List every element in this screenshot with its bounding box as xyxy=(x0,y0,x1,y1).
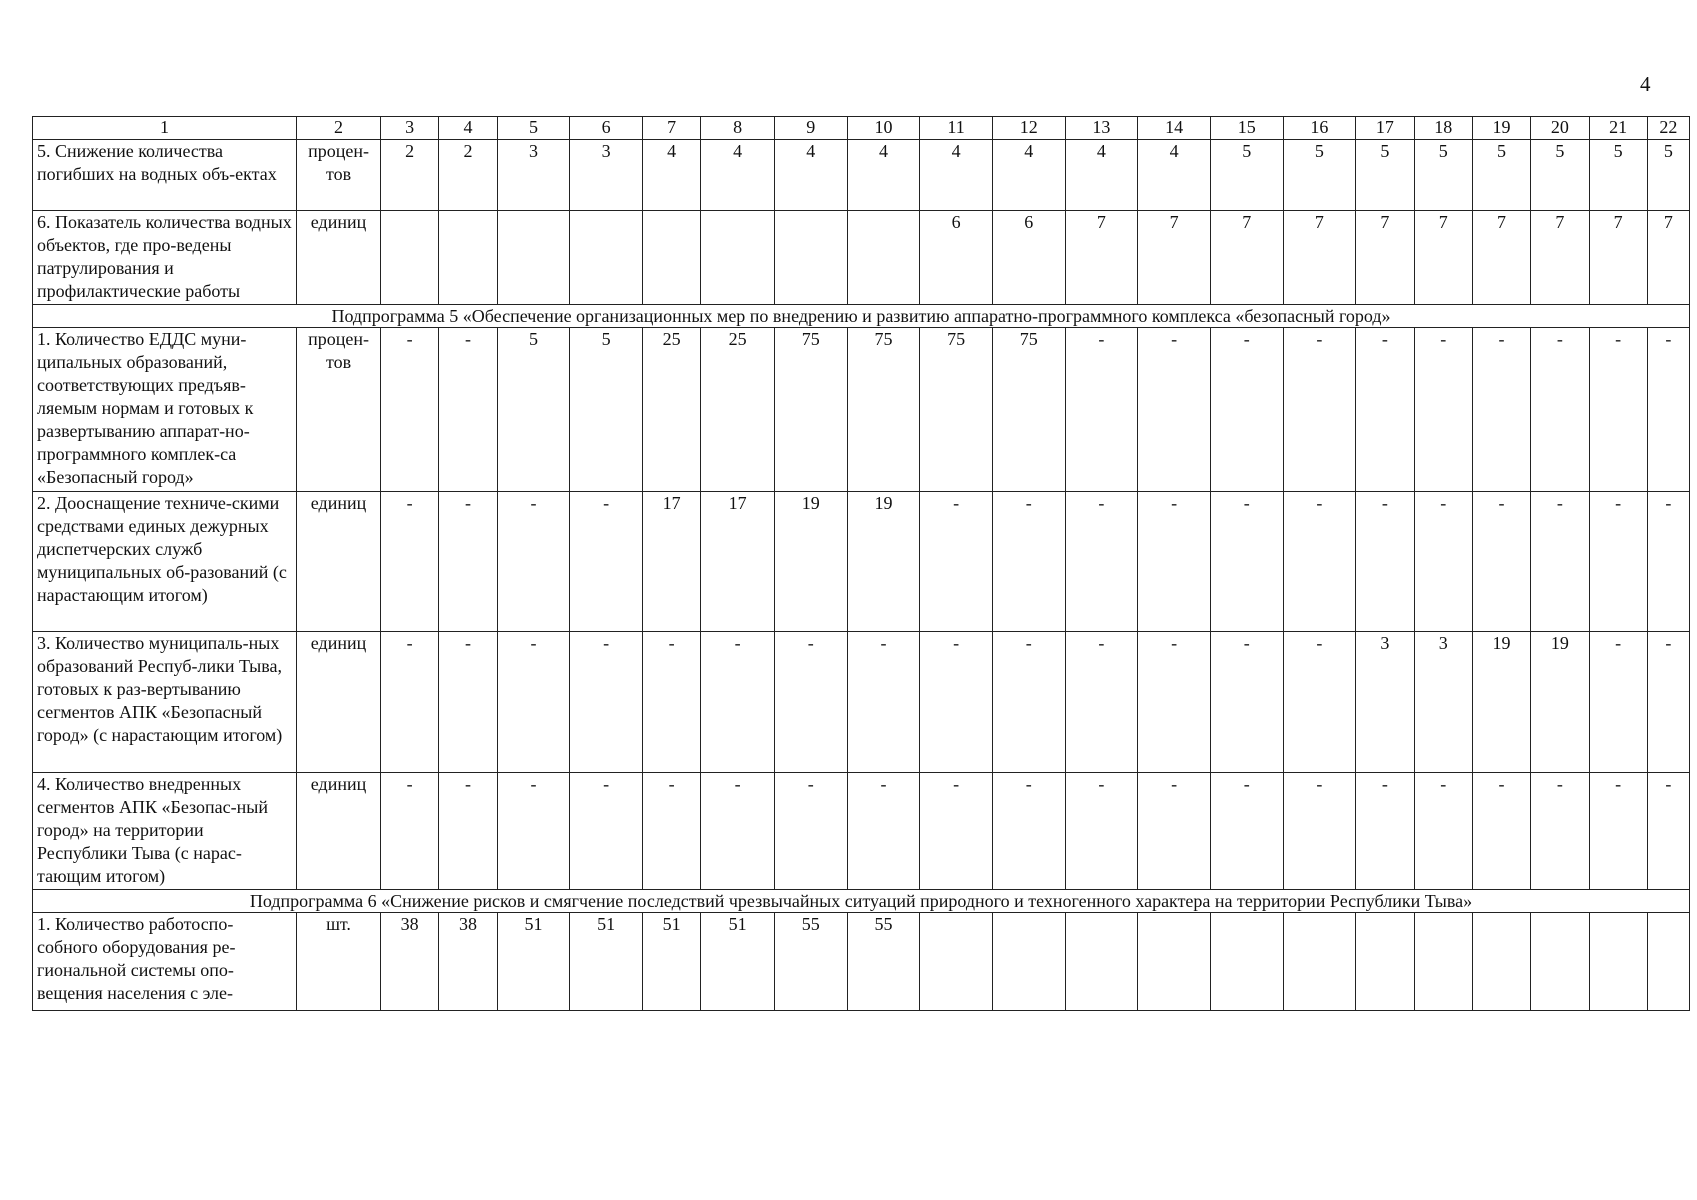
value-cell: 7 xyxy=(1647,211,1689,305)
value-cell xyxy=(642,211,700,305)
value-cell: - xyxy=(1356,492,1414,632)
value-cell: - xyxy=(380,632,438,773)
value-cell: - xyxy=(1414,492,1472,632)
value-cell xyxy=(497,211,570,305)
table-row xyxy=(33,773,1690,890)
value-cell: - xyxy=(701,632,775,773)
indicator-name: 3. Количество муниципаль-ных образований Респуб-лики Тыва, готовых к раз-вертыванию сегментов АПК «Безопасный город» (с нарастающим итогом) xyxy=(33,632,297,773)
value-cell: 6 xyxy=(920,211,993,305)
header-cell: 16 xyxy=(1283,117,1356,140)
value-cell: - xyxy=(920,773,993,890)
value-cell: 19 xyxy=(1472,632,1530,773)
unit-cell: единиц xyxy=(297,492,381,632)
value-cell: 17 xyxy=(642,492,700,632)
value-cell: - xyxy=(1283,632,1356,773)
value-cell: 5 xyxy=(497,328,570,492)
value-cell: 7 xyxy=(1356,211,1414,305)
indicator-name: 2. Дооснащение техниче-скими средствами единых дежурных диспетчерских служб муниципальных об-разований (с нарастающим итогом) xyxy=(33,492,297,632)
value-cell: - xyxy=(992,632,1065,773)
value-cell: 4 xyxy=(847,140,920,211)
header-cell: 20 xyxy=(1531,117,1589,140)
value-cell: 19 xyxy=(847,492,920,632)
value-cell xyxy=(1065,913,1138,1011)
value-cell xyxy=(439,211,497,305)
value-cell: - xyxy=(1472,492,1530,632)
value-cell xyxy=(1647,913,1689,1011)
value-cell: - xyxy=(570,492,643,632)
table-row xyxy=(33,140,1690,211)
value-cell xyxy=(1210,913,1283,1011)
value-cell: 4 xyxy=(920,140,993,211)
value-cell: - xyxy=(642,773,700,890)
value-cell: 38 xyxy=(439,913,497,1011)
header-cell: 18 xyxy=(1414,117,1472,140)
value-cell: 3 xyxy=(1356,632,1414,773)
value-cell: 3 xyxy=(497,140,570,211)
value-cell: 4 xyxy=(992,140,1065,211)
value-cell xyxy=(992,913,1065,1011)
value-cell: - xyxy=(992,492,1065,632)
value-cell: - xyxy=(1414,328,1472,492)
value-cell: - xyxy=(1210,492,1283,632)
unit-cell: единиц xyxy=(297,211,381,305)
header-cell: 3 xyxy=(380,117,438,140)
value-cell xyxy=(847,211,920,305)
value-cell: 25 xyxy=(642,328,700,492)
unit-cell: процен-тов xyxy=(297,140,381,211)
value-cell: - xyxy=(1356,773,1414,890)
header-cell: 10 xyxy=(847,117,920,140)
value-cell: 51 xyxy=(570,913,643,1011)
value-cell: - xyxy=(439,632,497,773)
value-cell: - xyxy=(497,492,570,632)
table-row xyxy=(33,328,1690,492)
value-cell: - xyxy=(570,773,643,890)
value-cell: - xyxy=(1138,773,1211,890)
value-cell: - xyxy=(920,492,993,632)
value-cell xyxy=(1414,913,1472,1011)
value-cell xyxy=(1138,913,1211,1011)
header-cell: 19 xyxy=(1472,117,1530,140)
value-cell: 75 xyxy=(774,328,847,492)
header-cell: 5 xyxy=(497,117,570,140)
value-cell: - xyxy=(847,632,920,773)
page-number: 4 xyxy=(1640,72,1651,96)
value-cell xyxy=(570,211,643,305)
value-cell: - xyxy=(1210,773,1283,890)
value-cell: 75 xyxy=(992,328,1065,492)
value-cell: - xyxy=(642,632,700,773)
value-cell: 55 xyxy=(847,913,920,1011)
table-row xyxy=(33,492,1690,632)
value-cell: 7 xyxy=(1531,211,1589,305)
value-cell: - xyxy=(847,773,920,890)
value-cell: 5 xyxy=(1531,140,1589,211)
indicator-name: 4. Количество внедренных сегментов АПК «Безопас-ный город» на территории Республики Тыва (с нарас-тающим итогом) xyxy=(33,773,297,890)
value-cell: - xyxy=(1647,492,1689,632)
subprogram-row xyxy=(33,305,1690,328)
indicator-table xyxy=(32,116,1690,1011)
value-cell: 2 xyxy=(380,140,438,211)
value-cell: - xyxy=(380,773,438,890)
value-cell: - xyxy=(701,773,775,890)
value-cell: - xyxy=(1065,492,1138,632)
header-cell: 12 xyxy=(992,117,1065,140)
value-cell: - xyxy=(1472,328,1530,492)
value-cell xyxy=(380,211,438,305)
value-cell: - xyxy=(1210,328,1283,492)
value-cell: 5 xyxy=(1283,140,1356,211)
value-cell xyxy=(1472,913,1530,1011)
value-cell: - xyxy=(1138,492,1211,632)
value-cell: 3 xyxy=(1414,632,1472,773)
subprogram-row xyxy=(33,890,1690,913)
value-cell: 6 xyxy=(992,211,1065,305)
value-cell: - xyxy=(1531,492,1589,632)
header-cell: 9 xyxy=(774,117,847,140)
value-cell: - xyxy=(497,773,570,890)
value-cell: - xyxy=(1283,328,1356,492)
value-cell: 51 xyxy=(701,913,775,1011)
value-cell: 4 xyxy=(642,140,700,211)
value-cell: 5 xyxy=(1210,140,1283,211)
header-cell: 11 xyxy=(920,117,993,140)
value-cell xyxy=(701,211,775,305)
value-cell: 7 xyxy=(1138,211,1211,305)
value-cell: - xyxy=(1356,328,1414,492)
value-cell: 17 xyxy=(701,492,775,632)
value-cell xyxy=(1589,913,1647,1011)
value-cell: - xyxy=(439,773,497,890)
indicator-name: 5. Снижение количества погибших на водных объ-ектах xyxy=(33,140,297,211)
value-cell xyxy=(920,913,993,1011)
value-cell: 75 xyxy=(847,328,920,492)
header-cell: 6 xyxy=(570,117,643,140)
header-cell: 2 xyxy=(297,117,381,140)
unit-cell: единиц xyxy=(297,773,381,890)
value-cell: - xyxy=(1138,632,1211,773)
value-cell: - xyxy=(1647,632,1689,773)
value-cell: 75 xyxy=(920,328,993,492)
value-cell: - xyxy=(1414,773,1472,890)
header-cell: 21 xyxy=(1589,117,1647,140)
value-cell: 7 xyxy=(1210,211,1283,305)
value-cell: 7 xyxy=(1414,211,1472,305)
value-cell: - xyxy=(1531,773,1589,890)
value-cell: - xyxy=(1472,773,1530,890)
indicator-name: 1. Количество работоспо-собного оборудования ре-гиональной системы опо-вещения населения с эле- xyxy=(33,913,297,1011)
unit-cell: единиц xyxy=(297,632,381,773)
value-cell: - xyxy=(1589,632,1647,773)
value-cell: 51 xyxy=(642,913,700,1011)
value-cell: - xyxy=(570,632,643,773)
value-cell: 5 xyxy=(1356,140,1414,211)
header-cell: 17 xyxy=(1356,117,1414,140)
value-cell: 7 xyxy=(1589,211,1647,305)
value-cell: - xyxy=(497,632,570,773)
unit-cell: шт. xyxy=(297,913,381,1011)
value-cell: - xyxy=(1647,328,1689,492)
value-cell xyxy=(774,211,847,305)
value-cell xyxy=(1531,913,1589,1011)
header-cell: 8 xyxy=(701,117,775,140)
header-cell: 13 xyxy=(1065,117,1138,140)
value-cell: - xyxy=(1065,773,1138,890)
value-cell: 4 xyxy=(1138,140,1211,211)
table-row xyxy=(33,913,1690,1011)
value-cell: 7 xyxy=(1283,211,1356,305)
value-cell: 4 xyxy=(701,140,775,211)
value-cell: 5 xyxy=(1589,140,1647,211)
value-cell: 51 xyxy=(497,913,570,1011)
value-cell: 3 xyxy=(570,140,643,211)
subprogram-title: Подпрограмма 5 «Обеспечение организационных мер по внедрению и развитию аппаратно-программного комплекса «безопасный город» xyxy=(33,305,1690,328)
table-row xyxy=(33,211,1690,305)
value-cell: - xyxy=(1210,632,1283,773)
value-cell: 5 xyxy=(570,328,643,492)
value-cell: - xyxy=(1065,328,1138,492)
value-cell: - xyxy=(439,492,497,632)
value-cell: - xyxy=(439,328,497,492)
header-cell: 7 xyxy=(642,117,700,140)
value-cell: 5 xyxy=(1414,140,1472,211)
value-cell: - xyxy=(380,328,438,492)
value-cell xyxy=(1356,913,1414,1011)
value-cell: 7 xyxy=(1065,211,1138,305)
header-cell: 1 xyxy=(33,117,297,140)
header-cell: 14 xyxy=(1138,117,1211,140)
value-cell: - xyxy=(1531,328,1589,492)
value-cell: 19 xyxy=(1531,632,1589,773)
value-cell: - xyxy=(1589,492,1647,632)
unit-cell: процен-тов xyxy=(297,328,381,492)
value-cell: 4 xyxy=(774,140,847,211)
value-cell: - xyxy=(774,632,847,773)
header-cell: 15 xyxy=(1210,117,1283,140)
subprogram-title: Подпрограмма 6 «Снижение рисков и смягчение последствий чрезвычайных ситуаций природного и техногенного характера на территории Республики Тыва» xyxy=(33,890,1690,913)
table-row xyxy=(33,632,1690,773)
value-cell: - xyxy=(1283,492,1356,632)
header-cell: 4 xyxy=(439,117,497,140)
value-cell: - xyxy=(1065,632,1138,773)
value-cell: 38 xyxy=(380,913,438,1011)
indicator-name: 1. Количество ЕДДС муни-ципальных образований, соответствующих предъяв-ляемым нормам и готовых к развертыванию аппарат-но-программного комплек-са «Безопасный город» xyxy=(33,328,297,492)
value-cell: - xyxy=(1138,328,1211,492)
value-cell: - xyxy=(992,773,1065,890)
value-cell: 5 xyxy=(1647,140,1689,211)
value-cell: - xyxy=(380,492,438,632)
value-cell: 55 xyxy=(774,913,847,1011)
indicator-name: 6. Показатель количества водных объектов, где про-ведены патрулирования и профилактические работы xyxy=(33,211,297,305)
table-header-row xyxy=(33,117,1690,140)
value-cell: - xyxy=(920,632,993,773)
value-cell: 7 xyxy=(1472,211,1530,305)
value-cell: 25 xyxy=(701,328,775,492)
value-cell: 5 xyxy=(1472,140,1530,211)
value-cell: - xyxy=(1589,773,1647,890)
value-cell: 4 xyxy=(1065,140,1138,211)
value-cell: 19 xyxy=(774,492,847,632)
value-cell: 2 xyxy=(439,140,497,211)
value-cell: - xyxy=(1647,773,1689,890)
value-cell: - xyxy=(1589,328,1647,492)
value-cell: - xyxy=(774,773,847,890)
value-cell: - xyxy=(1283,773,1356,890)
header-cell: 22 xyxy=(1647,117,1689,140)
value-cell xyxy=(1283,913,1356,1011)
